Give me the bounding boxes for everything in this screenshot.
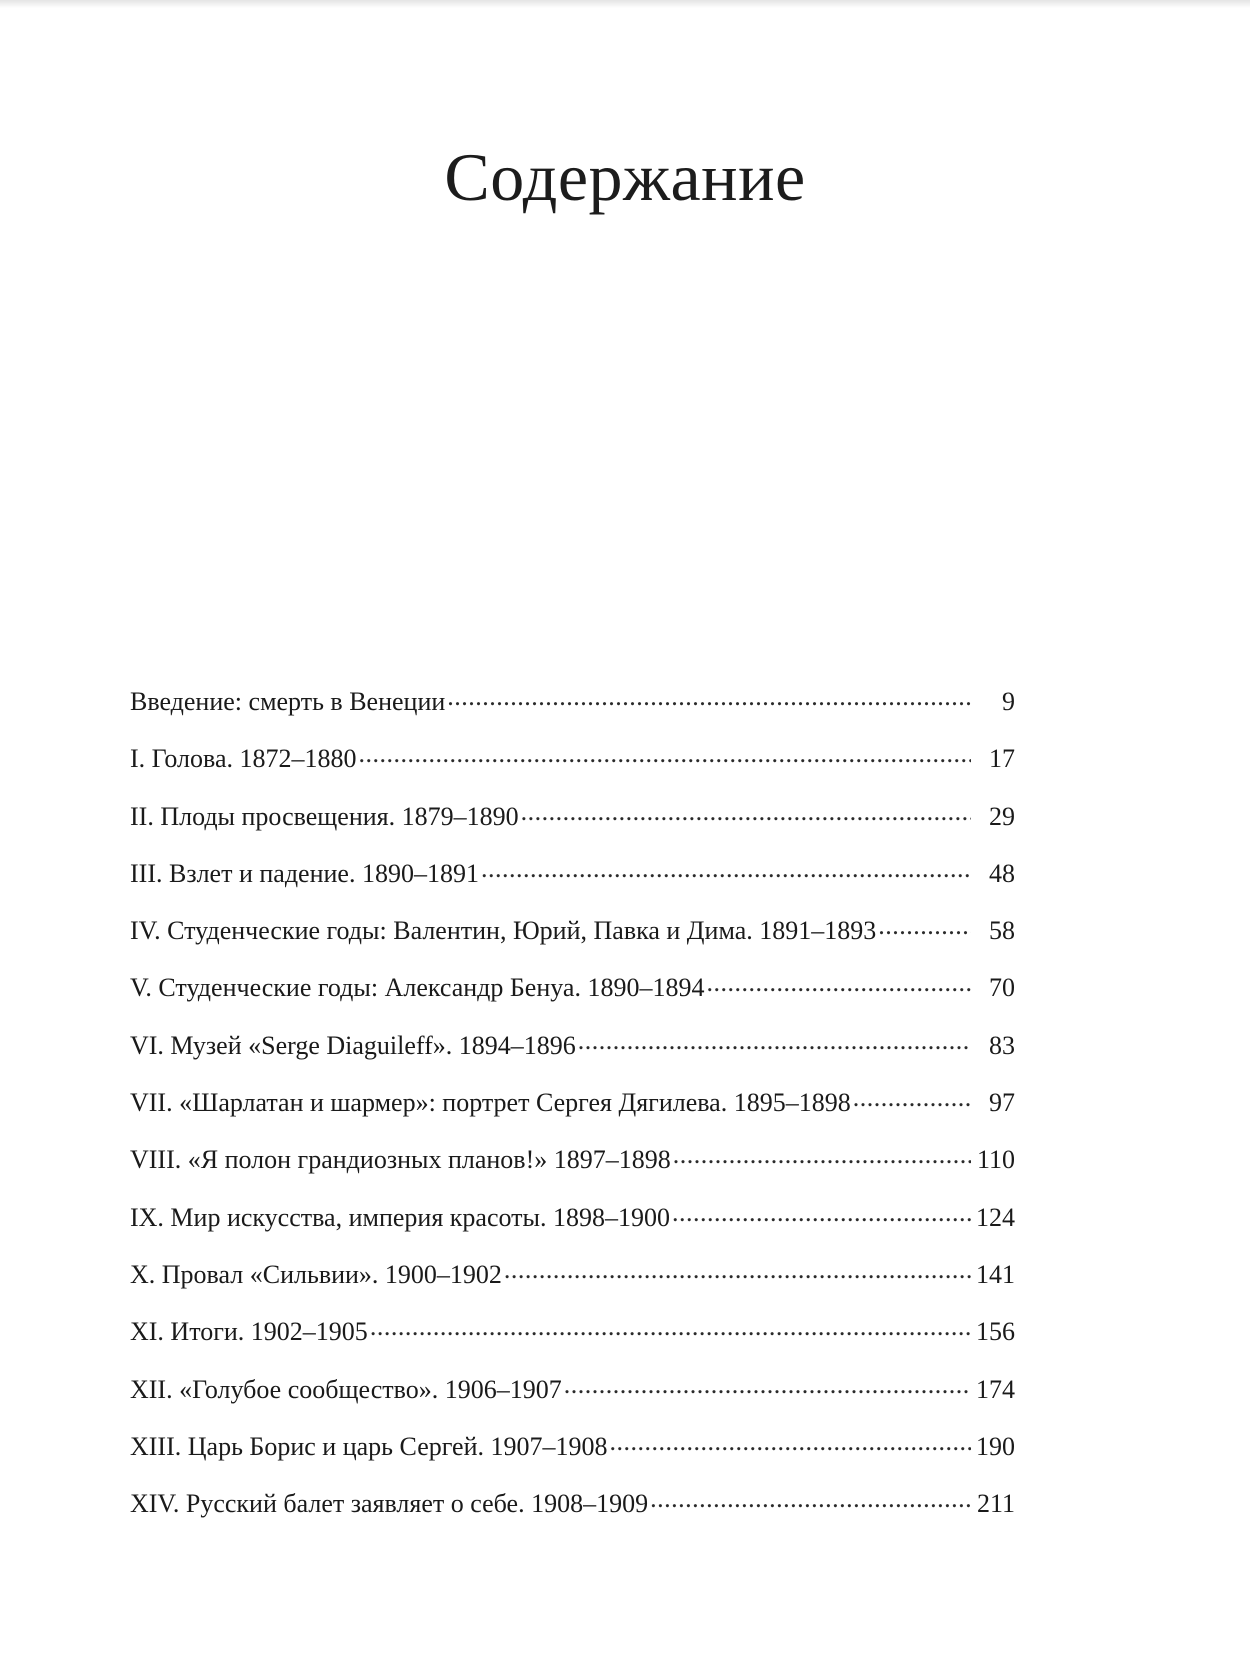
dot-leader <box>370 1314 971 1340</box>
toc-entry <box>130 1085 1015 1142</box>
table-of-contents <box>130 684 1015 1543</box>
dot-leader <box>673 1142 971 1168</box>
toc-entry-title: VIII. «Я полон грандиозных планов!» 1897–1898 <box>130 1145 671 1175</box>
toc-entry <box>130 741 1015 798</box>
toc-entry-page: 124 <box>976 1202 1015 1232</box>
dot-leader <box>504 1257 971 1283</box>
toc-entry-title: VI. Музей «Serge Diaguileff». 1894–1896 <box>130 1030 576 1060</box>
dot-leader <box>521 799 971 825</box>
toc-entry <box>130 1200 1015 1257</box>
dot-leader <box>650 1486 971 1512</box>
page-top-shadow <box>0 0 1250 8</box>
toc-entry-title: V. Студенческие годы: Александр Бенуа. 1890–1894 <box>130 973 705 1003</box>
toc-entry-page: 141 <box>976 1259 1015 1289</box>
dot-leader <box>878 913 971 939</box>
toc-entry-title: X. Провал «Сильвии». 1900–1902 <box>130 1259 502 1289</box>
page-title: Содержание <box>444 139 806 215</box>
dot-leader <box>447 684 971 710</box>
toc-entry-title: XII. «Голубое сообщество». 1906–1907 <box>130 1374 562 1404</box>
toc-entry <box>130 856 1015 913</box>
toc-entry-page: 97 <box>989 1088 1015 1118</box>
toc-entry-page: 211 <box>976 1489 1015 1519</box>
dot-leader <box>359 741 971 767</box>
toc-entry-page: 70 <box>989 973 1015 1003</box>
toc-entry <box>130 913 1015 970</box>
toc-entry <box>130 1429 1015 1486</box>
toc-entry-title: IX. Мир искусства, империя красоты. 1898–1900 <box>130 1202 670 1232</box>
dot-leader <box>672 1200 971 1226</box>
toc-entry-page: 17 <box>989 744 1015 774</box>
toc-entry-title: I. Голова. 1872–1880 <box>130 744 357 774</box>
dot-leader <box>610 1429 971 1455</box>
toc-entry-title: IV. Студенческие годы: Валентин, Юрий, Павка и Дима. 1891–1893 <box>130 916 877 946</box>
toc-entry <box>130 684 1015 741</box>
toc-entry-title: XIV. Русский балет заявляет о себе. 1908–1909 <box>130 1489 649 1519</box>
toc-entry-title: XI. Итоги. 1902–1905 <box>130 1317 368 1347</box>
toc-entry-page: 110 <box>976 1145 1015 1175</box>
toc-entry-page: 190 <box>976 1431 1015 1461</box>
toc-entry <box>130 1257 1015 1314</box>
dot-leader <box>564 1372 971 1398</box>
toc-entry <box>130 1486 1015 1543</box>
toc-entry-page: 58 <box>989 916 1015 946</box>
toc-entry <box>130 1142 1015 1199</box>
toc-entry-page: 29 <box>989 801 1015 831</box>
toc-entry-title: III. Взлет и падение. 1890–1891 <box>130 858 479 888</box>
toc-entry-title: VII. «Шарлатан и шармер»: портрет Сергея Дягилева. 1895–1898 <box>130 1088 851 1118</box>
toc-entry-page: 9 <box>1002 687 1015 716</box>
toc-entry-title: Введение: смерть в Венеции <box>130 687 446 716</box>
toc-entry <box>130 970 1015 1027</box>
dot-leader <box>853 1085 971 1111</box>
dot-leader <box>706 970 971 996</box>
toc-entry-title: II. Плоды просвещения. 1879–1890 <box>130 801 519 831</box>
toc-entry-page: 48 <box>989 858 1015 888</box>
toc-entry-page: 83 <box>989 1030 1015 1060</box>
toc-entry <box>130 1028 1015 1085</box>
toc-entry <box>130 1372 1015 1429</box>
dot-leader <box>481 856 971 882</box>
toc-entry-title: XIII. Царь Борис и царь Сергей. 1907–1908 <box>130 1431 608 1461</box>
toc-entry-page: 156 <box>976 1317 1015 1347</box>
toc-entry <box>130 1314 1015 1371</box>
dot-leader <box>578 1028 971 1054</box>
toc-entry <box>130 799 1015 856</box>
toc-entry-page: 174 <box>976 1374 1015 1404</box>
